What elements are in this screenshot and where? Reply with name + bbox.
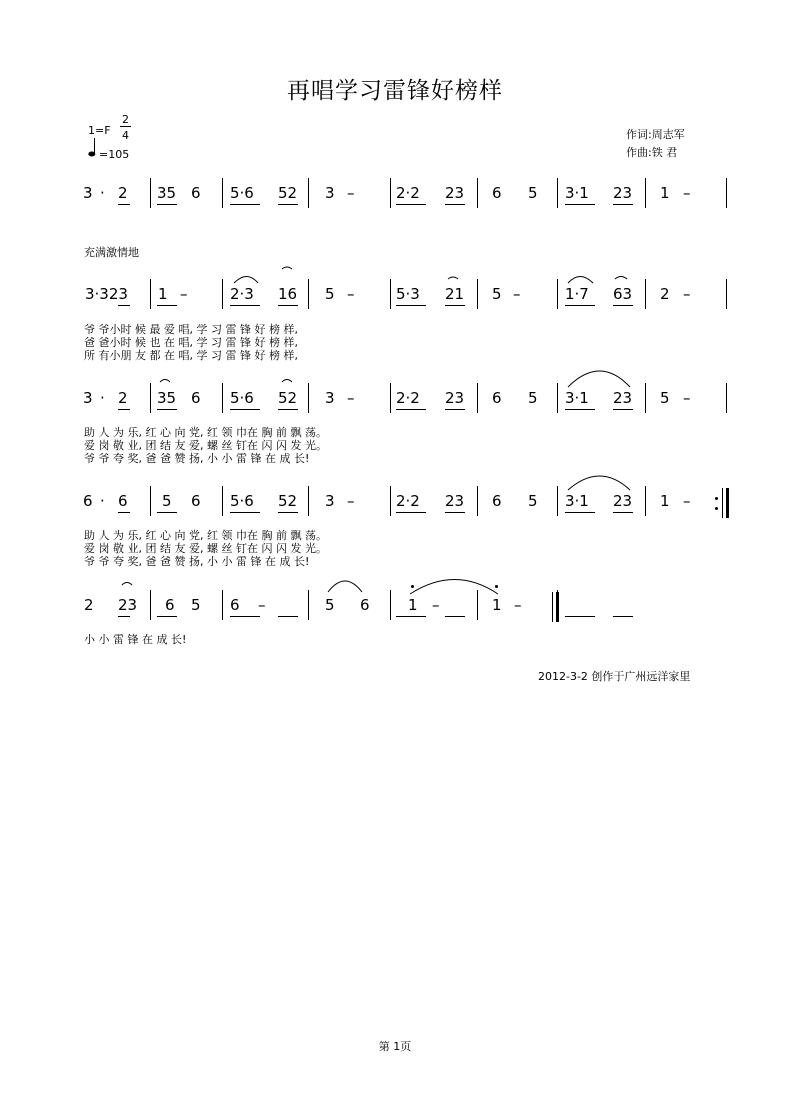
beam-line (118, 204, 130, 205)
tie-arc (615, 277, 627, 280)
beam-line (565, 204, 595, 205)
slur (328, 581, 362, 592)
jianpu-note: 23 (118, 596, 138, 614)
lyrics-line-2-verse-1: 助 人 为 乐, 红 心 向 党, 红 领 巾在 胸 前 飘 荡。 (84, 426, 327, 439)
jianpu-note: 6 (492, 389, 502, 407)
jianpu-note: 6 (118, 492, 128, 510)
jianpu-note: 1 (660, 492, 670, 510)
slur (568, 371, 630, 387)
jianpu-note: 2·2 (396, 389, 420, 407)
jianpu-note: 2·2 (396, 492, 420, 510)
jianpu-note: 5·6 (230, 184, 254, 202)
jianpu-note: 2 (84, 596, 94, 614)
beam-line (278, 512, 298, 513)
barline (645, 279, 646, 309)
beam-line (118, 616, 130, 617)
jianpu-note: · (100, 184, 105, 202)
jianpu-note: 5 (528, 492, 538, 510)
repeat-dot (715, 497, 718, 500)
jianpu-note: – (683, 184, 691, 202)
beam-line (396, 409, 426, 410)
barline (150, 383, 151, 413)
beam-line (118, 409, 130, 410)
barline (645, 383, 646, 413)
beam-line (445, 204, 465, 205)
beam-line (613, 409, 633, 410)
beam-line (396, 204, 426, 205)
jianpu-note: 5·6 (230, 389, 254, 407)
barline (390, 178, 391, 208)
lyrics-line-2-verse-3: 爷 爷 夸 奖, 爸 爸 赞 扬, 小 小 雷 锋 在 成 长! (84, 452, 310, 465)
jianpu-note: 23 (613, 492, 633, 510)
expression-marking: 充满激情地 (84, 246, 139, 259)
barline (222, 486, 223, 516)
beam-line (118, 512, 130, 513)
jianpu-note: – (514, 596, 522, 614)
beam-line (445, 409, 465, 410)
slur (410, 580, 498, 595)
jianpu-note: 5 (528, 389, 538, 407)
beam-line (613, 204, 633, 205)
barline (557, 178, 558, 208)
jianpu-note: 5·3 (396, 285, 420, 303)
quarter-note-icon (88, 138, 96, 158)
barline (390, 486, 391, 516)
slur (568, 476, 630, 490)
octave-dot (411, 585, 414, 588)
barline (557, 486, 558, 516)
jianpu-note: – (347, 389, 355, 407)
beam-line (613, 305, 633, 306)
repeat-dot (715, 507, 718, 510)
beam-line (445, 305, 465, 306)
barline (222, 178, 223, 208)
jianpu-note: 1 (158, 285, 168, 303)
jianpu-note: 3·1 (565, 389, 589, 407)
beam-line (565, 616, 595, 617)
barline (477, 178, 478, 208)
jianpu-note: 52 (278, 492, 298, 510)
barline (477, 590, 478, 620)
jianpu-note: 5 (162, 492, 172, 510)
barline (150, 279, 151, 309)
jianpu-note: – (347, 184, 355, 202)
jianpu-note: 23 (445, 184, 465, 202)
jianpu-note: 6 (492, 184, 502, 202)
beam-line (396, 616, 426, 617)
lyrics-line-1-verse-3: 所 有小朋 友 都 在 唱, 学 习 雷 锋 好 榜 样, (84, 349, 298, 362)
jianpu-note: 1 (408, 596, 418, 614)
jianpu-note: 1 (660, 184, 670, 202)
time-signature-numerator: 2 (122, 113, 129, 126)
jianpu-note: – (683, 492, 691, 510)
beam-line (157, 204, 177, 205)
jianpu-note: 3·323 (85, 285, 128, 303)
lyricist-credit: 作词:周志军 (626, 128, 685, 141)
key-signature: 1=F (88, 124, 111, 137)
jianpu-note: 5 (191, 596, 201, 614)
jianpu-note: 5 (325, 285, 335, 303)
barline (726, 178, 727, 208)
footer-note: 2012-3-2 创作于广州远洋家里 (538, 670, 691, 683)
tie-arc (282, 380, 292, 383)
tie-arc (282, 267, 292, 269)
tie-arc (448, 277, 458, 279)
beam-line (445, 512, 465, 513)
beam-line (230, 512, 260, 513)
beam-line (613, 616, 633, 617)
lyrics-line-1-verse-1: 爷 爷小时 候 最 爱 唱, 学 习 雷 锋 好 榜 样, (84, 323, 298, 336)
jianpu-note: 3 (325, 492, 335, 510)
beam-line (118, 305, 130, 306)
page-number: 第 1页 (378, 1040, 412, 1053)
jianpu-note: – (347, 285, 355, 303)
jianpu-note: 6 (191, 492, 201, 510)
barline (222, 279, 223, 309)
jianpu-note: 3 (83, 389, 93, 407)
tie-arc (160, 380, 170, 383)
barline (477, 486, 478, 516)
barline (308, 178, 309, 208)
jianpu-note: 23 (613, 389, 633, 407)
lyrics-line-3-verse-2: 爱 岗 敬 业, 团 结 友 爱, 螺 丝 钉在 闪 闪 发 光。 (84, 542, 327, 555)
jianpu-note: – (683, 389, 691, 407)
jianpu-note: 23 (613, 184, 633, 202)
jianpu-note: 2·2 (396, 184, 420, 202)
barline (308, 486, 309, 516)
jianpu-note: – (258, 596, 266, 614)
barline (308, 383, 309, 413)
barline (390, 590, 391, 620)
barline (645, 178, 646, 208)
beam-line (396, 512, 426, 513)
jianpu-note: 6 (191, 184, 201, 202)
barline (726, 279, 727, 309)
lyrics-line-3-verse-3: 爷 爷 夸 奖, 爸 爸 赞 扬, 小 小 雷 锋 在 成 长! (84, 555, 310, 568)
barline (477, 383, 478, 413)
jianpu-note: 5 (660, 389, 670, 407)
beam-line (445, 616, 465, 617)
jianpu-note: 21 (445, 285, 465, 303)
jianpu-note: 52 (278, 184, 298, 202)
jianpu-note: 3·1 (565, 184, 589, 202)
jianpu-note: – (513, 285, 521, 303)
beam-line (565, 305, 595, 306)
lyrics-line-3-verse-1: 助 人 为 乐, 红 心 向 党, 红 领 巾在 胸 前 飘 荡。 (84, 529, 327, 542)
barline (726, 383, 727, 413)
octave-dot (495, 585, 498, 588)
tempo-marking: =105 (99, 148, 130, 161)
jianpu-note: – (180, 285, 188, 303)
beam-line (157, 409, 177, 410)
jianpu-note: 3 (325, 389, 335, 407)
beam-line (278, 305, 298, 306)
barline (150, 590, 151, 620)
jianpu-note: 6 (492, 492, 502, 510)
beam-line (396, 305, 426, 306)
jianpu-note: 6 (230, 596, 240, 614)
barline (308, 590, 309, 620)
beam-line (230, 616, 260, 617)
beam-line (157, 616, 177, 617)
beam-line (565, 409, 595, 410)
composer-credit: 作曲:铁 君 (626, 146, 678, 159)
beam-line (230, 409, 260, 410)
jianpu-note: 3 (325, 184, 335, 202)
beam-line (613, 512, 633, 513)
final-barline (552, 592, 553, 622)
jianpu-note: – (432, 596, 440, 614)
time-signature-line (120, 126, 131, 127)
jianpu-note: 2 (118, 184, 128, 202)
jianpu-note: – (347, 492, 355, 510)
jianpu-note: 2·3 (230, 285, 254, 303)
jianpu-note: 5 (528, 184, 538, 202)
barline (222, 590, 223, 620)
jianpu-note: 6 (83, 492, 93, 510)
barline (150, 486, 151, 516)
jianpu-note: 16 (278, 285, 298, 303)
jianpu-note: 5 (325, 596, 335, 614)
barline (557, 279, 558, 309)
barline (645, 486, 646, 516)
page-title: 再唱学习雷锋好榜样 (287, 78, 503, 104)
jianpu-note: · (100, 389, 105, 407)
final-barline (722, 488, 723, 518)
jianpu-note: 35 (157, 389, 177, 407)
jianpu-note: – (683, 285, 691, 303)
jianpu-note: 5 (492, 285, 502, 303)
time-signature-denominator: 4 (122, 129, 129, 142)
beam-line (278, 204, 298, 205)
tie-arc (122, 583, 132, 586)
slur (234, 277, 258, 284)
beam-line (157, 512, 177, 513)
barline (477, 279, 478, 309)
beam-line (278, 616, 298, 617)
jianpu-note: 2 (660, 285, 670, 303)
jianpu-note: 52 (278, 389, 298, 407)
jianpu-note: 23 (445, 492, 465, 510)
barline (390, 383, 391, 413)
beam-line (230, 204, 260, 205)
lyrics-line-2-verse-2: 爱 岗 敬 业, 团 结 友 爱, 螺 丝 钉在 闪 闪 发 光。 (84, 439, 327, 452)
jianpu-note: 6 (191, 389, 201, 407)
jianpu-note: 2 (118, 389, 128, 407)
beam-line (230, 305, 260, 306)
slur (568, 277, 593, 284)
jianpu-note: · (100, 492, 105, 510)
beam-line (157, 305, 177, 306)
jianpu-note: 3 (83, 184, 93, 202)
barline (557, 383, 558, 413)
jianpu-note: 1 (492, 596, 502, 614)
jianpu-note: 3·1 (565, 492, 589, 510)
jianpu-note: 6 (165, 596, 175, 614)
barline (390, 279, 391, 309)
jianpu-note: 63 (613, 285, 633, 303)
jianpu-note: 5·6 (230, 492, 254, 510)
jianpu-note: 23 (445, 389, 465, 407)
lyrics-line-1-verse-2: 爸 爸小时 候 也 在 唱, 学 习 雷 锋 好 榜 样, (84, 336, 298, 349)
barline (222, 383, 223, 413)
jianpu-note: 35 (157, 184, 177, 202)
final-barline (556, 592, 559, 622)
jianpu-note: 6 (360, 596, 370, 614)
beam-line (565, 512, 595, 513)
jianpu-note: 1·7 (565, 285, 589, 303)
beam-line (278, 409, 298, 410)
barline (150, 178, 151, 208)
final-barline (726, 488, 729, 518)
lyrics-line-4: 小 小 雷 锋 在 成 长! (84, 633, 187, 646)
barline (308, 279, 309, 309)
